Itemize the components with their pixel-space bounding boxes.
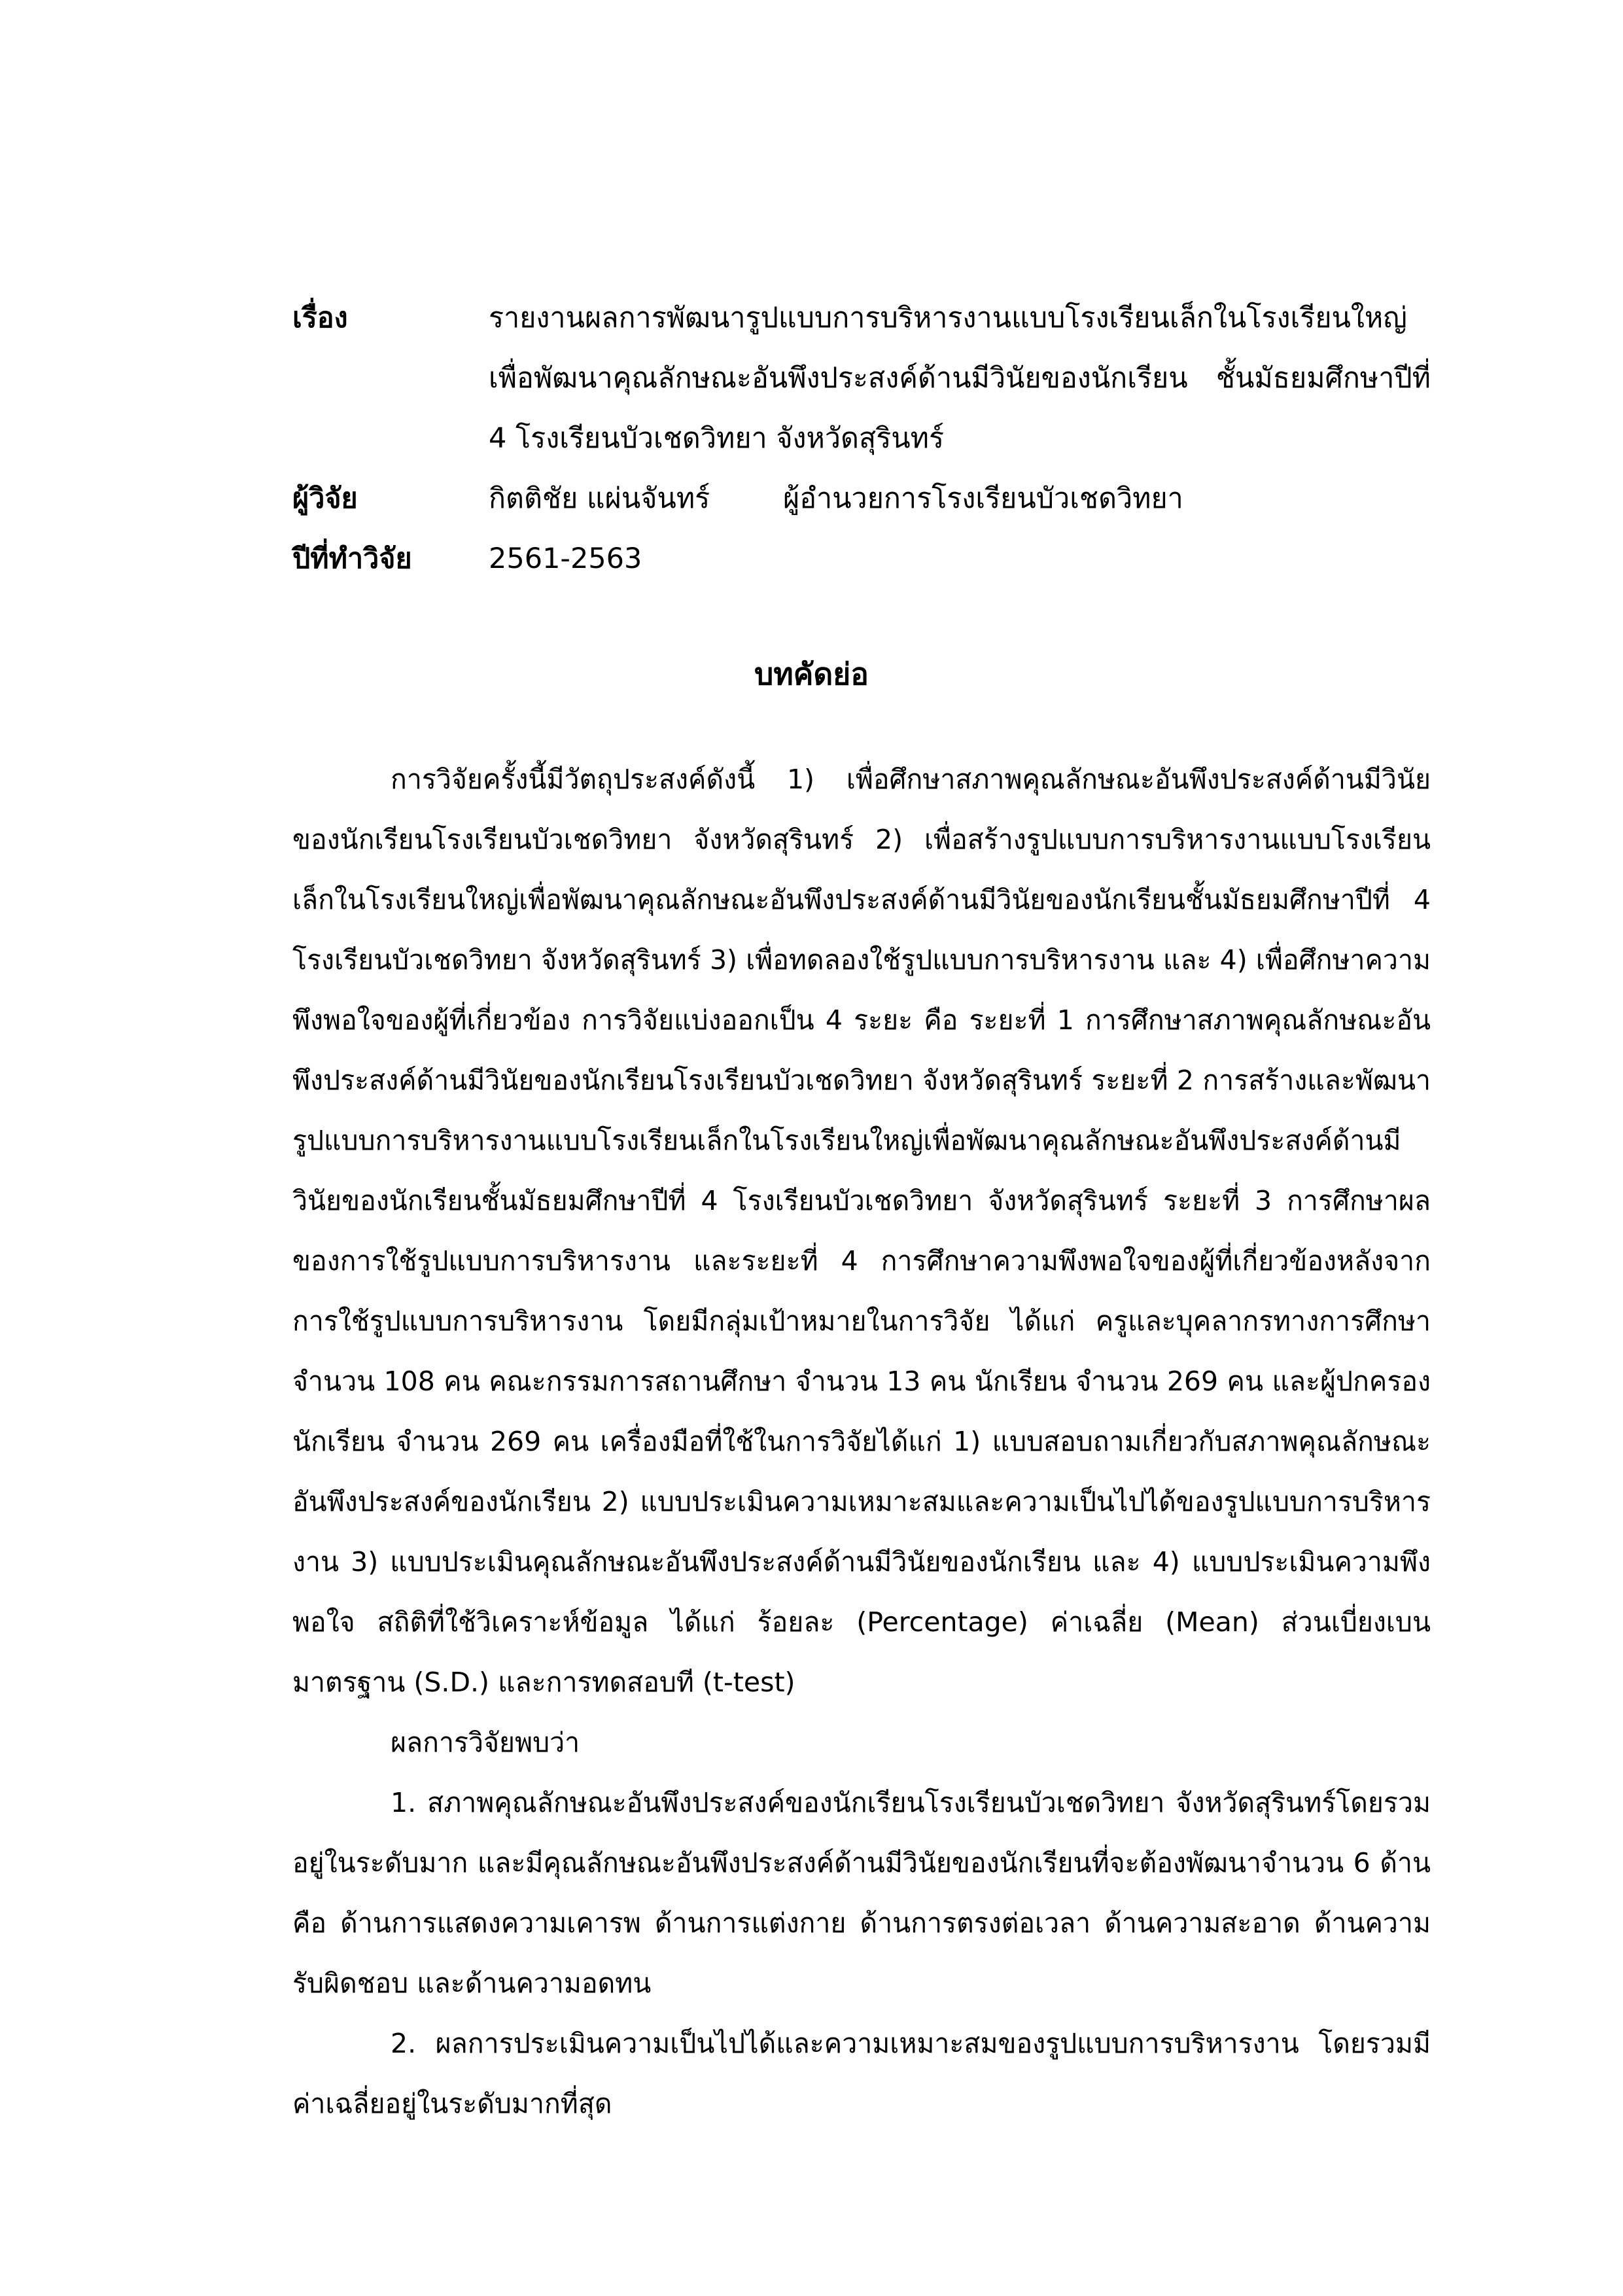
document-metadata [292,288,1431,589]
researcher-row [292,468,1431,529]
result-item-2: 2. ผลการประเมินความเป็นไปได้และความเหมาะสมของรูปแบบการบริหารงาน โดยรวมมีค่าเฉลี่ยอยู่ในระดับมากที่สุด [292,2028,1431,2119]
researcher-label: ผู้วิจัย [292,482,358,515]
abstract-heading: บทคัดย่อ [754,656,869,692]
researcher-name: กิตติชัย แผ่นจันทร์ [489,482,710,515]
year-value: 2561-2563 [489,542,642,575]
year-label: ปีที่ทำวิจัย [292,542,412,575]
abstract-paragraph-objectives: การวิจัยครั้งนี้มีวัตถุประสงค์ดังนี้ 1) เพื่อศึกษาสภาพคุณลักษณะอันพึงประสงค์ด้านมีวินัยของนักเรียนโรงเรียนบัวเชดวิทยา จังหวัดสุรินทร์ 2) เพื่อสร้างรูปแบบการบริหารงานแบบโรงเรียนเล็กในโรงเรียนใหญ่เพื่อพัฒนาคุณลักษณะอันพึงประสงค์ด้านมีวินัยของนักเรียนชั้นมัธยมศึกษาปีที่ 4 โรงเรียนบัวเชดวิทยา จังหวัดสุรินทร์ 3) เพื่อทดลองใช้รูปแบบการบริหารงาน และ 4) เพื่อศึกษาความพึงพอใจของผู้ที่เกี่ยวข้อง การวิจัยแบ่งออกเป็น 4 ระยะ คือ ระยะที่ 1 การศึกษาสภาพคุณลักษณะอันพึงประสงค์ด้านมีวินัยของนักเรียนโรงเรียนบัวเชดวิทยา จังหวัดสุรินทร์ ระยะที่ 2 การสร้างและพัฒนารูปแบบการบริหารงานแบบโรงเรียนเล็กในโรงเรียนใหญ่เพื่อพัฒนาคุณลักษณะอันพึงประสงค์ด้านมีวินัยของนักเรียนชั้นมัธยมศึกษาปีที่ 4 โรงเรียนบัวเชดวิทยา จังหวัดสุรินทร์ ระยะที่ 3 การศึกษาผลของการใช้รูปแบบการบริหารงาน และระยะที่ 4 การศึกษาความพึงพอใจของผู้ที่เกี่ยวข้องหลังจากการใช้รูปแบบการบริหารงาน โดยมีกลุ่มเป้าหมายในการวิจัย ได้แก่ ครูและบุคลากรทางการศึกษาจำนวน 108 คน คณะกรรมการสถานศึกษา จำนวน 13 คน นักเรียน จำนวน 269 คน และผู้ปกครองนักเรียน จำนวน 269 คน เครื่องมือที่ใช้ในการวิจัยได้แก่ 1) แบบสอบถามเกี่ยวกับสภาพคุณลักษณะอันพึงประสงค์ของนักเรียน 2) แบบประเมินความเหมาะสมและความเป็นไปได้ของรูปแบบการบริหารงาน 3) แบบประเมินคุณลักษณะอันพึงประสงค์ด้านมีวินัยของนักเรียน และ 4) แบบประเมินความพึงพอใจ สถิติที่ใช้วิเคราะห์ข้อมูล ได้แก่ ร้อยละ (Percentage) ค่าเฉลี่ย (Mean) ส่วนเบี่ยงเบนมาตรฐาน (S.D.) และการทดสอบที (t-test) [292,764,1431,1698]
researcher-position: ผู้อำนวยการโรงเรียนบัวเชดวิทยา [783,482,1183,515]
research-title: รายงานผลการพัฒนารูปแบบการบริหารงานแบบโรงเรียนเล็กในโรงเรียนใหญ่เพื่อพัฒนาคุณลักษณะอันพึงประสงค์ด้านมีวินัยของนักเรียน ชั้นมัธยมศึกษาปีที่ 4 โรงเรียนบัวเชดวิทยา จังหวัดสุรินทร์ [489,302,1431,455]
results-intro: ผลการวิจัยพบว่า [391,1727,580,1758]
abstract-body [292,749,1431,2134]
year-row [292,529,1431,589]
title-row [292,288,1431,468]
title-label: เรื่อง [292,302,348,334]
result-item-1: 1. สภาพคุณลักษณะอันพึงประสงค์ของนักเรียนโรงเรียนบัวเชดวิทยา จังหวัดสุรินทร์โดยรวมอยู่ในระดับมาก และมีคุณลักษณะอันพึงประสงค์ด้านมีวินัยของนักเรียนที่จะต้องพัฒนาจำนวน 6 ด้าน คือ ด้านการแสดงความเคารพ ด้านการแต่งกาย ด้านการตรงต่อเวลา ด้านความสะอาด ด้านความรับผิดชอบ และด้านความอดทน [292,1787,1431,1999]
